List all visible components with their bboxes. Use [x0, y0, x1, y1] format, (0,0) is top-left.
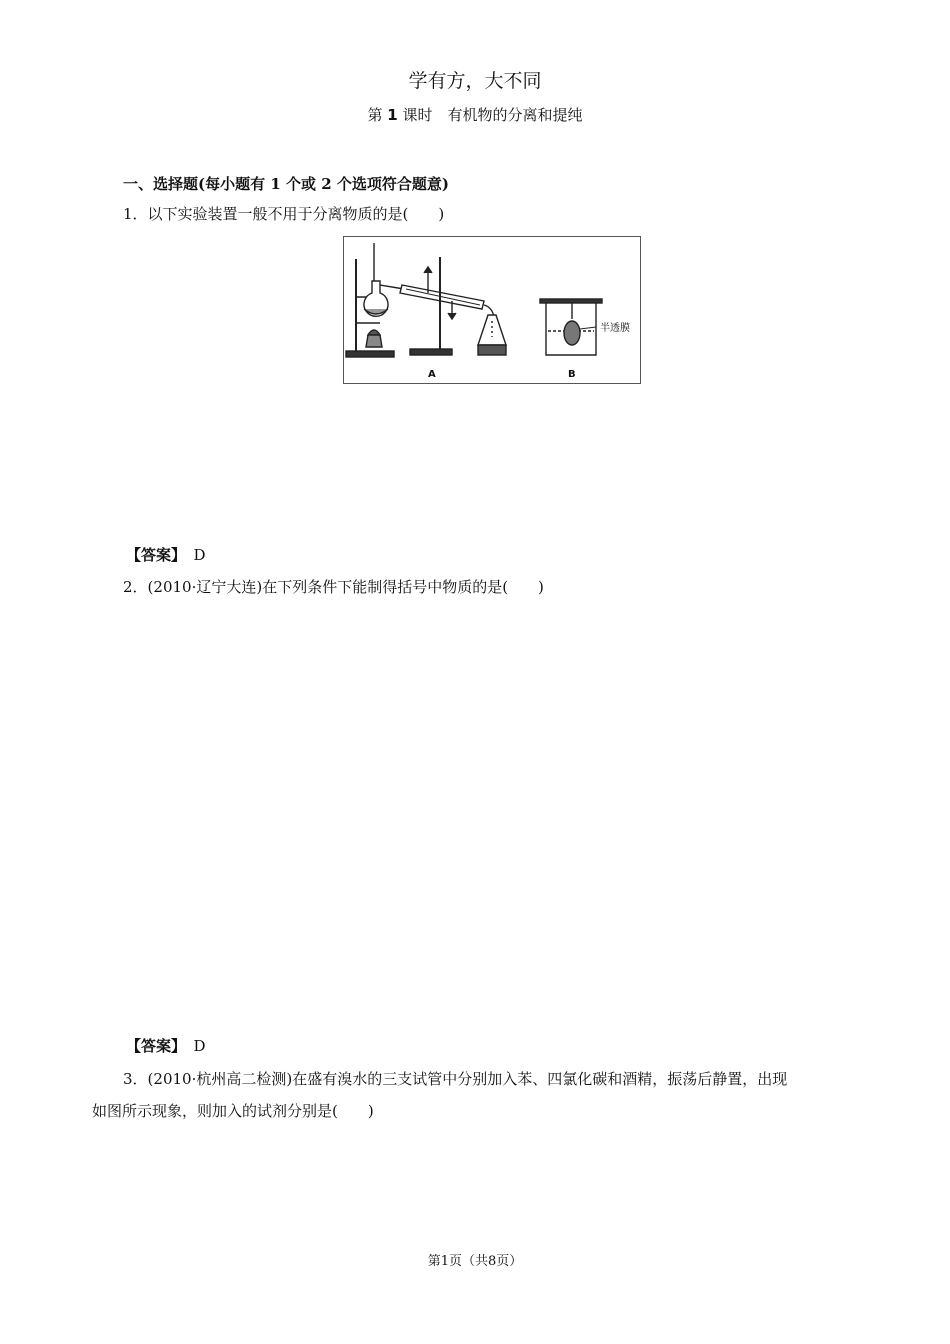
apparatus-figure: [343, 236, 641, 384]
question-1-text: 1．以下实验装置一般不用于分离物质的是( ): [123, 205, 445, 223]
receiver-base: [478, 345, 506, 355]
page-footer: 第1页（共8页）: [427, 1254, 523, 1269]
stand-base-left: [346, 351, 394, 357]
answer-1: 【答案】 D: [126, 546, 206, 564]
apparatus-drawing: [344, 237, 640, 383]
burner-flame: [368, 330, 380, 335]
stand-base-middle: [410, 349, 452, 355]
alcohol-lamp: [366, 335, 382, 347]
figure-label-a: A: [428, 369, 436, 380]
semipermeable-bag: [564, 321, 580, 345]
question-3-line-1: 3．(2010·杭州高二检测)在盛有溴水的三支试管中分别加入苯、四氯化碳和酒精，振荡后静置，出现: [123, 1070, 788, 1088]
question-2-text: 2．(2010·辽宁大连)在下列条件下能制得括号中物质的是( ): [123, 578, 544, 596]
document-title: 学有方，大不同: [408, 70, 542, 92]
dialysis-cover: [540, 299, 602, 303]
figure-label-b: B: [568, 369, 576, 380]
lesson-subtitle: 第 1 课时 有机物的分离和提纯: [367, 106, 583, 124]
section-heading: 一、选择题(每小题有 1 个或 2 个选项符合题意): [123, 175, 449, 193]
answer-2: 【答案】 D: [126, 1037, 206, 1055]
membrane-label: 半透膜: [600, 323, 630, 334]
question-3-line-2: 如图所示现象，则加入的试剂分别是( ): [92, 1102, 374, 1120]
receiving-flask: [478, 315, 506, 345]
